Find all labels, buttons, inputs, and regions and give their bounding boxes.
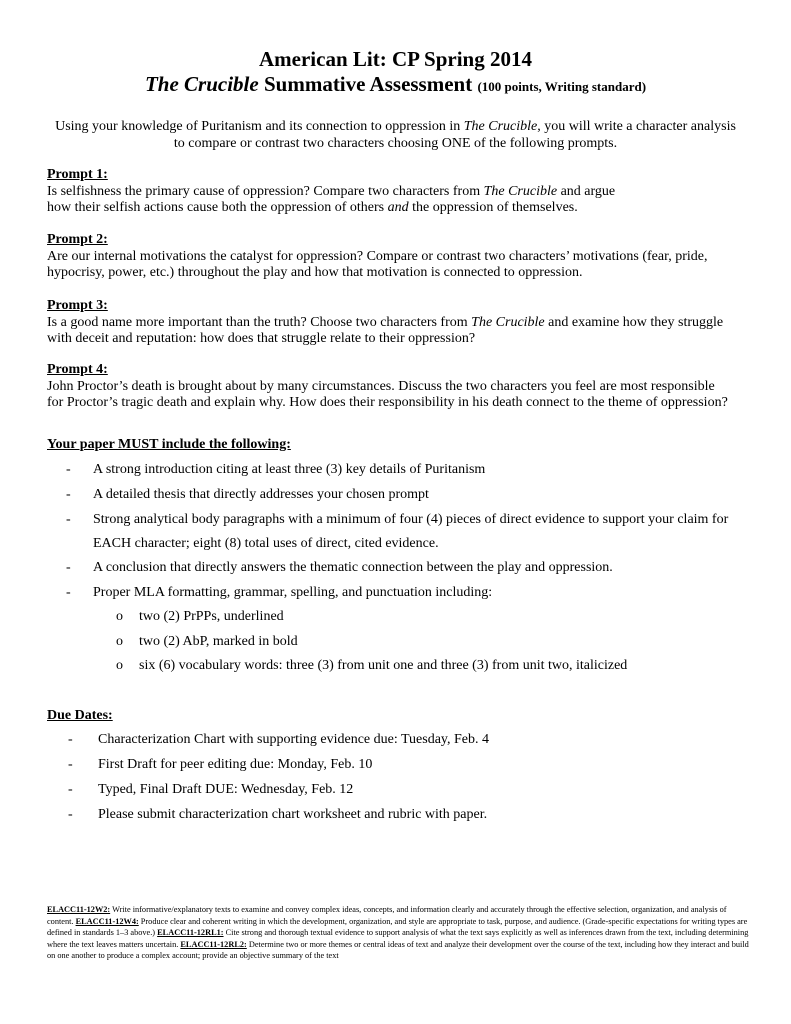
document-title: American Lit: CP Spring 2014 xyxy=(259,47,532,71)
list-dash: - xyxy=(66,512,71,527)
prompt-line: for Proctor’s tragic death and explain why. How does their responsibility in his death connect to the theme of oppression? xyxy=(47,395,728,410)
prompt-line: John Proctor’s death is brought about by many circumstances. Discuss the two characters you feel are most responsible xyxy=(47,378,715,394)
standard-code: ELACC11-12W4: xyxy=(75,916,139,926)
prompt-line: Are our internal motivations the catalyst for oppression? Compare or contrast two characters’ motivations (fear, pride, xyxy=(47,248,708,264)
requirement-text: EACH character; eight (8) total uses of direct, cited evidence. xyxy=(93,536,439,551)
prompt-4 xyxy=(47,362,757,412)
standard-code: ELACC11-12RL2: xyxy=(180,939,247,949)
list-dash: - xyxy=(68,757,73,772)
list-dash: - xyxy=(68,732,73,747)
requirement-text: A strong introduction citing at least three (3) key details of Puritanism xyxy=(93,462,486,477)
bullet-icon: o xyxy=(116,658,123,673)
prompt-text: the oppression of themselves. xyxy=(408,200,578,215)
prompt-line xyxy=(47,184,757,201)
list-dash: - xyxy=(66,462,71,477)
standard-text: Produce clear and coherent writing in which the development, organization, and style are appropriate to task, purpose, and audience. (Grade-specific expectations for writing types are defined in standards 1–3 above.) xyxy=(47,916,748,938)
sub-item-text: two (2) AbP, marked in bold xyxy=(139,634,298,649)
standard-text: Write informative/explanatory texts to examine and convey complex ideas, concepts, and information clearly and accurately through the effective selection, organization, and analysis of content. xyxy=(47,905,727,926)
title-points: (100 points, Writing standard) xyxy=(477,79,647,94)
prompt-text: Is a good name more important than the truth? Choose two characters from xyxy=(47,314,472,330)
due-dates-heading: Due Dates: xyxy=(47,708,113,723)
prompt-text: and argue xyxy=(557,183,616,199)
prompt-book-name: The Crucible xyxy=(483,183,558,199)
bullet-icon: o xyxy=(116,609,123,624)
list-dash: - xyxy=(66,585,71,600)
prompt-text: how their selfish actions cause both the oppression of others xyxy=(47,200,388,215)
prompt-line: with deceit and reputation: how does that struggle relate to their oppression? xyxy=(47,331,476,346)
due-date-text: First Draft for peer editing due: Monday, Feb. 10 xyxy=(98,757,373,772)
intro-text: to compare or contrast two characters choosing ONE of the following prompts. xyxy=(173,136,618,151)
title-assessment: Summative Assessment xyxy=(258,72,473,96)
prompt-line: hypocrisy, power, etc.) throughout the play and how that motivation is connected to oppression. xyxy=(47,265,583,280)
prompt-book-name: The Crucible xyxy=(471,314,545,330)
list-dash: - xyxy=(66,560,71,575)
intro-paragraph xyxy=(40,118,751,152)
sub-item-text: two (2) PrPPs, underlined xyxy=(139,609,284,624)
title-book-name: The Crucible xyxy=(144,72,259,96)
requirement-text: A detailed thesis that directly addresses your chosen prompt xyxy=(93,487,429,502)
prompt-2 xyxy=(47,232,757,282)
due-date-text: Please submit characterization chart worksheet and rubric with paper. xyxy=(98,807,488,822)
prompt-emphasis: and xyxy=(387,200,409,215)
document-subtitle xyxy=(0,71,791,100)
intro-text: Using your knowledge of Puritanism and its connection to oppression in xyxy=(55,119,464,134)
list-dash: - xyxy=(68,782,73,797)
prompt-heading: Prompt 3: xyxy=(47,298,108,313)
standard-text: Cite strong and thorough textual evidence to support analysis of what the text says explicitly as well as inferences drawn from the text, including determining where the text leaves matters uncertain. xyxy=(47,928,749,949)
due-date-text: Typed, Final Draft DUE: Wednesday, Feb. 12 xyxy=(98,782,354,797)
prompt-text: Is selfishness the primary cause of oppression? Compare two characters from xyxy=(47,183,484,199)
list-dash: - xyxy=(66,487,71,502)
prompt-heading: Prompt 1: xyxy=(47,167,108,182)
requirements-heading: Your paper MUST include the following: xyxy=(47,437,291,452)
prompt-heading: Prompt 4: xyxy=(47,362,108,377)
prompt-line xyxy=(47,200,757,217)
standards-footer xyxy=(47,904,749,962)
prompt-line xyxy=(47,315,757,332)
bullet-icon: o xyxy=(116,634,123,649)
standard-code: ELACC11-12W2: xyxy=(47,905,111,914)
intro-text: , you will write a character analysis xyxy=(537,119,736,134)
prompt-3 xyxy=(47,298,757,348)
requirement-text: A conclusion that directly answers the thematic connection between the play and oppression. xyxy=(93,560,613,575)
prompt-heading: Prompt 2: xyxy=(47,232,108,247)
list-dash: - xyxy=(68,807,73,822)
due-date-text: Characterization Chart with supporting evidence due: Tuesday, Feb. 4 xyxy=(98,732,490,747)
sub-item-text: six (6) vocabulary words: three (3) from unit one and three (3) from unit two, italicized xyxy=(139,658,628,673)
standard-text: Determine two or more themes or central ideas of text and analyze their development over the course of the text, including how they interact and build on one another to produce a complex account; provide an objective summary of the text xyxy=(47,939,749,961)
standard-code: ELACC11-12RL1: xyxy=(157,928,224,938)
requirement-text: Proper MLA formatting, grammar, spelling, and punctuation including: xyxy=(93,585,493,600)
requirement-text: Strong analytical body paragraphs with a minimum of four (4) pieces of direct evidence to support your claim for xyxy=(93,512,729,527)
intro-book-name: The Crucible xyxy=(463,119,538,134)
prompt-text: and examine how they struggle xyxy=(544,314,724,330)
prompt-1 xyxy=(47,167,757,217)
